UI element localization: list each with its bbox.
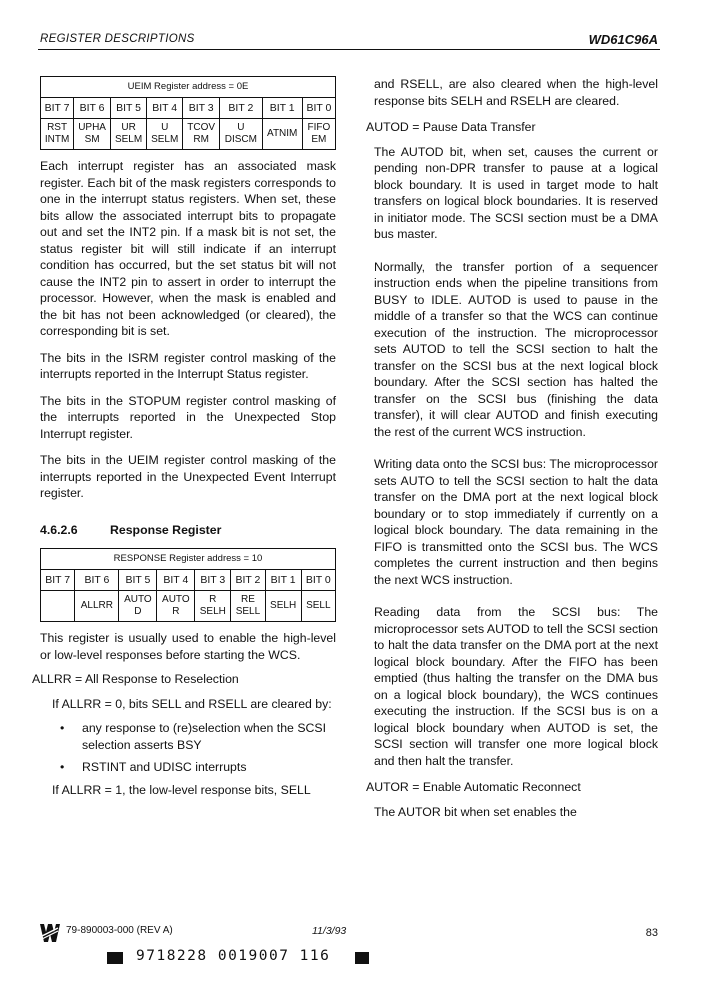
paragraph-autod-normal: Normally, the transfer portion of a sequencer instruction ends when the pipeline transitions from BUSY to IDLE. AUTOD is used to pause in the middle of a transfer so that the WCS can continue execution of the instruction. The microprocessor sets AUTOD to tell the SCSI section to halt the transfer on the SCSI bus at the next logical block boundary. After the SCSI section has halted the transfer on the SCSI bus (finishing the data transfer), it will clear AUTOD and finish executing the rest of the current WCS instruction.	[374, 259, 658, 439]
bit-name-cell: ALLRR	[75, 591, 119, 622]
bullet-icon: •	[60, 760, 65, 774]
header-section: REGISTER DESCRIPTIONS	[40, 33, 195, 45]
bit-name-cell: U DISCM	[220, 119, 263, 150]
bit-header: BIT 1	[265, 570, 301, 591]
bit-name-cell: TCOV RM	[183, 119, 220, 150]
header-rule	[38, 49, 660, 50]
paragraph-allrr-0: If ALLRR = 0, bits SELL and RSELL are cleared by:	[52, 696, 332, 711]
barcode-start-mark	[107, 952, 123, 964]
definition-allrr: ALLRR = All Response to Reselection	[32, 672, 239, 686]
left-column	[32, 76, 336, 798]
bit-name-cell: UR SELM	[111, 119, 147, 150]
bit-name-cell: FIFO EM	[302, 119, 335, 150]
bit-name-cell: UPHA SM	[74, 119, 111, 150]
paragraph-autor: The AUTOR bit when set enables the	[374, 804, 577, 819]
bit-header: BIT 5	[111, 98, 147, 119]
bit-name-cell: R SELH	[195, 591, 231, 622]
bit-header: BIT 3	[195, 570, 231, 591]
bit-header: BIT 5	[119, 570, 157, 591]
paragraph-reading: Reading data from the SCSI bus: The microprocessor sets AUTOD to tell the SCSI section to halt the data transfer on the DMA port at the next logical block boundary. After the FIFO has been emptied (thus halting the transfer on the DMA bus on a logical block boundary), the WCS continues executing the instruction. If the SCSI bus is on a logical block boundary when AUTOD is set, the SCSI section will transfer one more logical block and then halt the transfer.	[374, 605, 658, 768]
bit-name-cell: RE SELL	[231, 591, 265, 622]
paragraph-response-usage: This register is usually used to enable the high-level or low-level responses before starting the WCS.	[40, 631, 336, 662]
bit-name-cell: ATNIM	[262, 119, 302, 150]
bit-header: BIT 4	[147, 98, 183, 119]
bit-name-cell: AUTO R	[157, 591, 195, 622]
list-item: • any response to (re)selection when the SCSI selection asserts BSY	[60, 721, 327, 752]
definition-autor: AUTOR = Enable Automatic Reconnect	[366, 780, 581, 794]
bit-header: BIT 6	[74, 98, 111, 119]
barcode-text: 9718228 0019007 116	[136, 948, 331, 964]
section-heading	[40, 522, 336, 539]
section-title: Response Register	[110, 522, 222, 537]
ueim-table-title: UEIM Register address = 0E	[41, 77, 336, 98]
paragraph-mask-registers: Each interrupt register has an associated mask register. Each bit of the mask registers corresponds to one in the interrupt status registers. When set, these bits allow the associated interrupt bits to propagate out and set the INT2 pin. If a mask bit is not set, the status register bit will still indicate if an interrupt condition has occurred, but the set status bit will not cause the INT2 pin to assert in order to interrupt the processor. However, when the mask is enabled and the bit has not been acknowledged (or cleared), the corresponding bit is set.	[40, 159, 336, 338]
bit-header: BIT 4	[157, 570, 195, 591]
company-logo-icon	[40, 922, 60, 944]
response-table-title: RESPONSE Register address = 10	[41, 549, 336, 570]
document-date: 11/3/93	[312, 925, 347, 937]
bit-header: BIT 6	[75, 570, 119, 591]
paragraph-autod-bit: The AUTOD bit, when set, causes the current or pending non-DPR transfer to pause at a logical block boundary. It is used in target mode to halt transfers on logical block boundaries. It is reserved in initiator mode. The SCSI section must be a DMA bus master.	[374, 144, 658, 241]
bit-header: BIT 2	[220, 98, 263, 119]
response-register-table	[40, 548, 336, 622]
paragraph-stopum: The bits in the STOPUM register control masking of the interrupts reported in the Unexpected Stop Interrupt register.	[40, 393, 336, 441]
right-column	[366, 76, 658, 820]
bit-name-cell: RST INTM	[41, 119, 74, 150]
bit-name-cell	[41, 591, 75, 622]
bit-header: BIT 3	[183, 98, 220, 119]
document-number: 79-890003-000 (REV A)	[66, 925, 173, 936]
page-number: 83	[645, 927, 658, 939]
bit-header: BIT 7	[41, 570, 75, 591]
bullet-icon: •	[60, 721, 65, 735]
section-number: 4.6.2.6	[40, 522, 78, 537]
ueim-register-table	[40, 76, 336, 150]
paragraph-allrr-1: If ALLRR = 1, the low-level response bits, SELL	[52, 782, 311, 797]
bit-header: BIT 7	[41, 98, 74, 119]
paragraph-continued: and RSELL, are also cleared when the high-level response bits SELH and RSELH are cleared.	[374, 77, 658, 108]
bit-name-cell: AUTO D	[119, 591, 157, 622]
paragraph-ueim: The bits in the UEIM register control masking of the interrupts reported in the Unexpected Event Interrupt register.	[40, 453, 336, 500]
definition-autod: AUTOD = Pause Data Transfer	[366, 120, 536, 134]
header-part-number: WD61C96A	[588, 32, 658, 47]
paragraph-isrm: The bits in the ISRM register control masking of the interrupts reported in the Interrupt Status register.	[40, 350, 336, 381]
paragraph-writing: Writing data onto the SCSI bus: The microprocessor sets AUTO to tell the SCSI section to halt the data transfer on the DMA port at the next logical block boundary or to stop immediately if currently on a logical block boundary. The data remaining in the FIFO is transmitted onto the SCSI bus. The WCS completes the current instruction and then begins the next WCS instruction.	[374, 457, 658, 587]
bit-header: BIT 2	[231, 570, 265, 591]
bit-name-cell: SELH	[265, 591, 301, 622]
bit-name-cell: SELL	[301, 591, 335, 622]
bit-header: BIT 1	[262, 98, 302, 119]
list-item: • RSTINT and UDISC interrupts	[60, 760, 247, 774]
barcode-end-mark	[355, 952, 369, 964]
bit-name-cell: U SELM	[147, 119, 183, 150]
bullet-list	[40, 720, 336, 776]
bit-header: BIT 0	[301, 570, 335, 591]
bit-header: BIT 0	[302, 98, 335, 119]
